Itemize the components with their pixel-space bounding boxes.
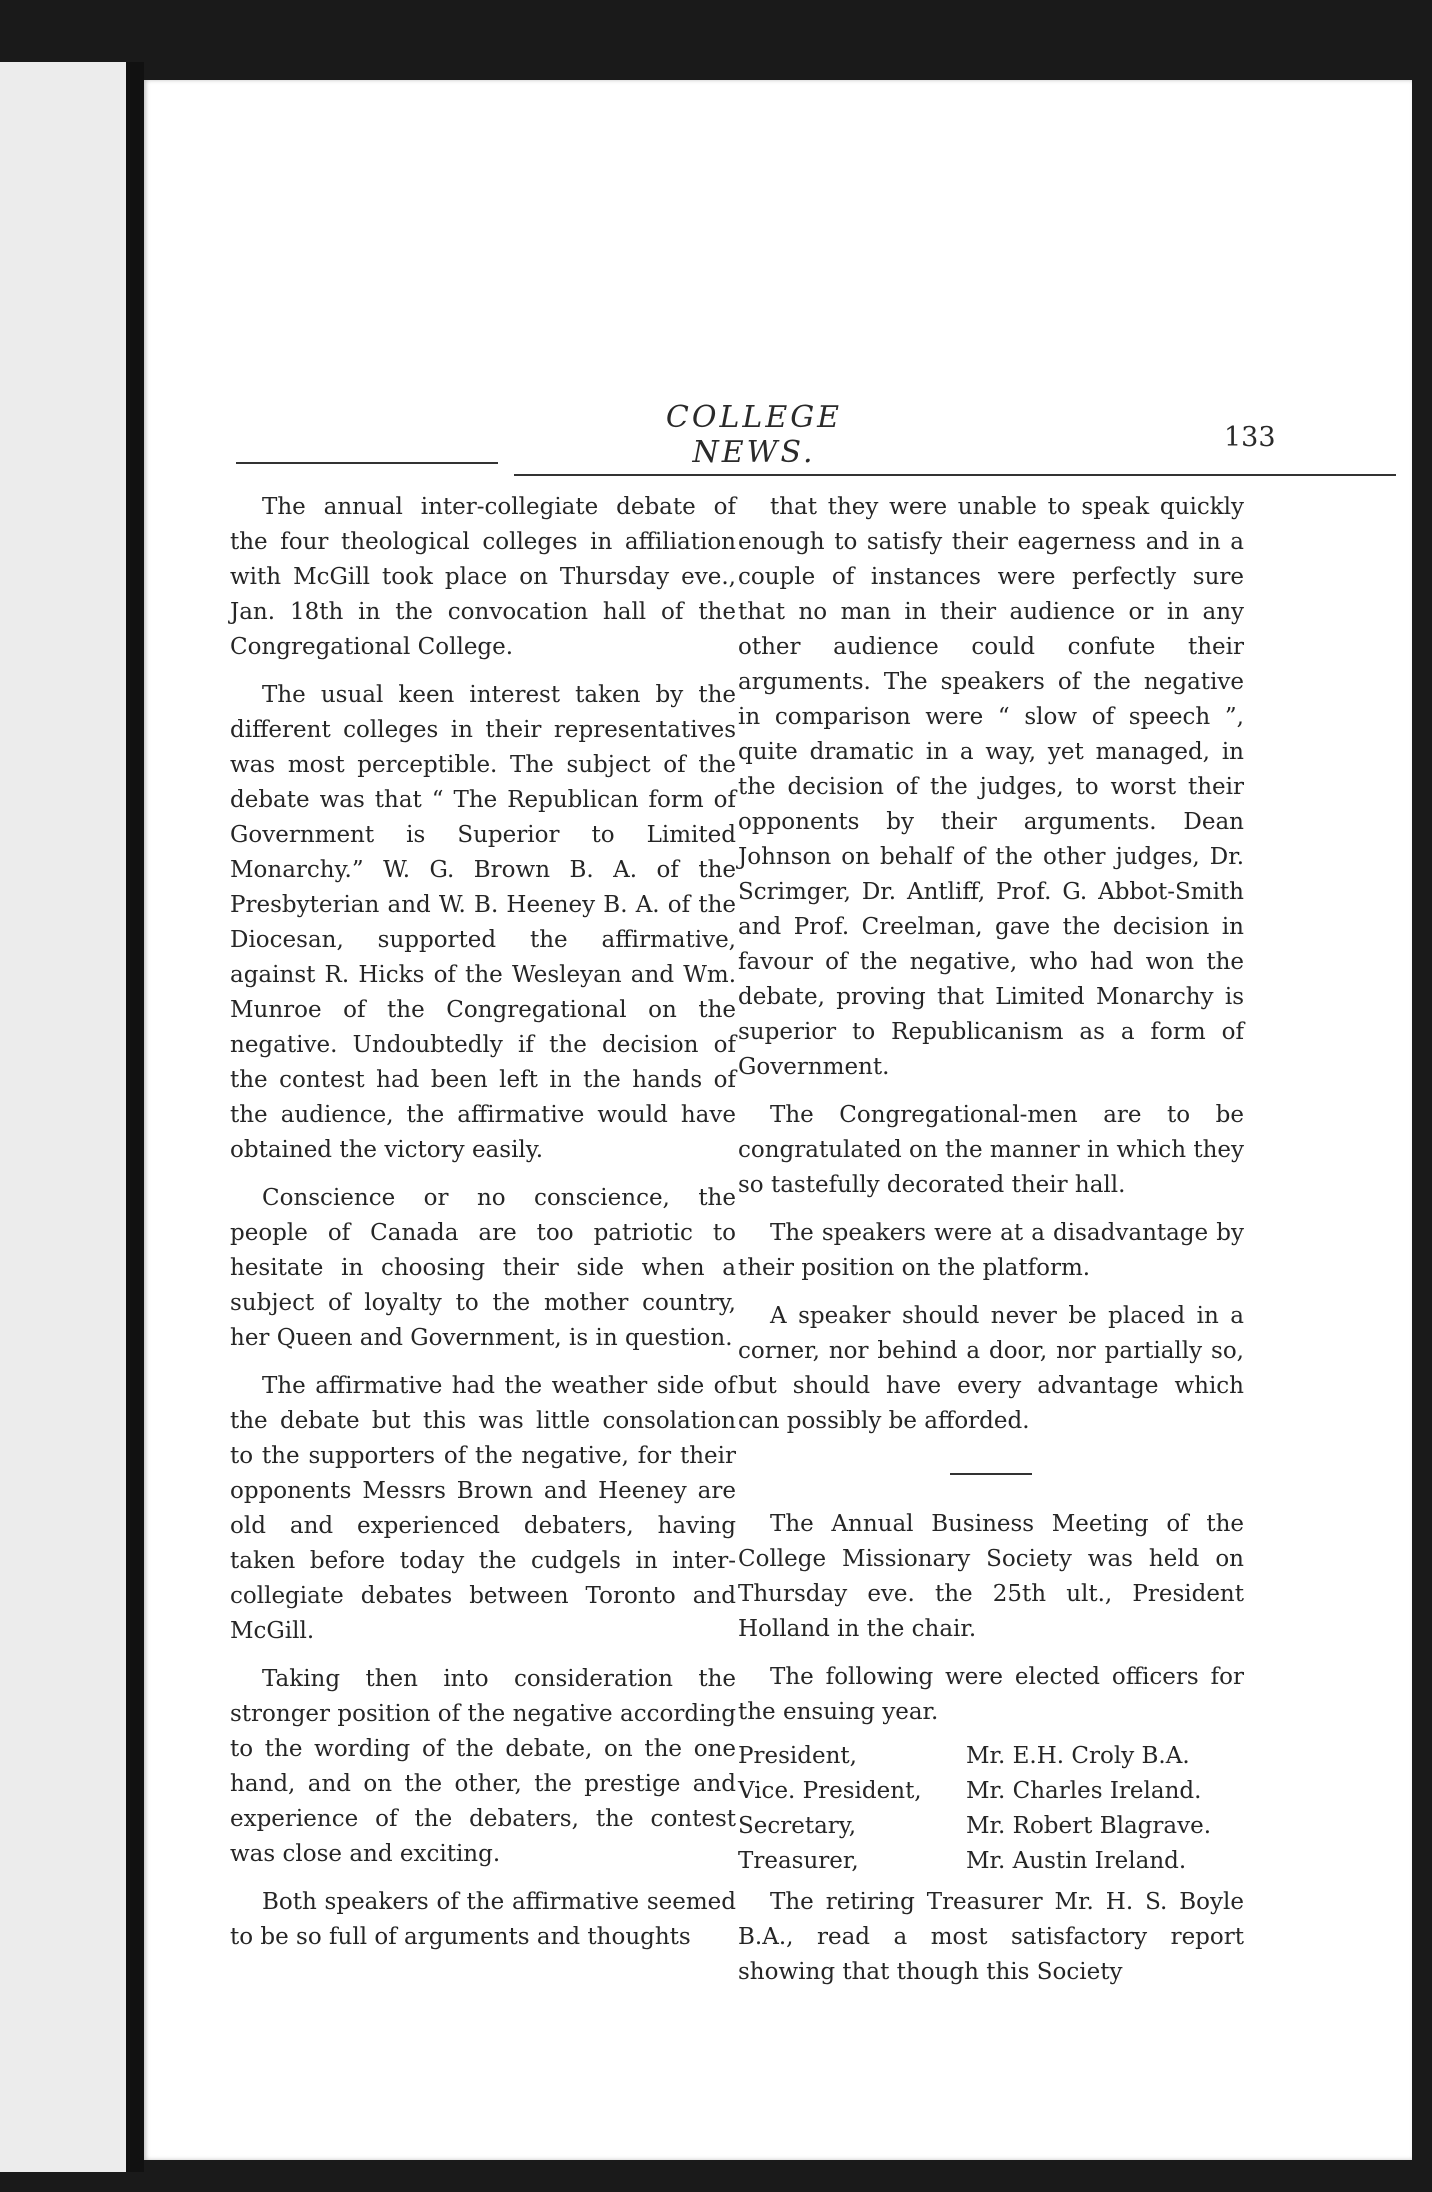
left-column [230, 490, 736, 1968]
paragraph: A speaker should never be placed in a corner, nor behind a door, nor partially so, but should have every advantage which can possibly be afforded. [738, 1303, 1244, 1434]
officer-row [738, 1739, 1244, 1774]
right-column [738, 490, 1244, 2003]
paragraph: Taking then into consideration the stronger position of the negative according to the wording of the debate, on the one hand, and on the other, the prestige and experience of the debaters, the contest was close and exciting. [230, 1666, 736, 1867]
running-head: COLLEGE NEWS. [665, 400, 843, 470]
officer-row [738, 1774, 1244, 1809]
page-header [144, 380, 1412, 470]
section-divider [950, 1473, 1032, 1475]
paragraph: The speakers were at a disadvantage by their position on the platform. [738, 1220, 1244, 1281]
paragraph: The annual inter-collegiate debate of the four theological colleges in affiliation with McGill took place on Thursday eve., Jan. 18th in the convocation hall of the Congregational College. [230, 494, 736, 660]
paragraph: Conscience or no conscience, the people of Canada are too patriotic to hesitate in choosing their side when a subject of loyalty to the mother country, her Queen and Government, is in question. [230, 1185, 736, 1351]
officer-name: Mr. Robert Blagrave. [966, 1813, 1212, 1839]
officer-role: Secretary, [738, 1813, 857, 1839]
paragraph: The retiring Treasurer Mr. H. S. Boyle B.A., read a most satisfactory report showing that though this Society [738, 1889, 1244, 1985]
officer-name: Mr. E.H. Croly B.A. [966, 1743, 1190, 1769]
paragraph: Both speakers of the affirmative seemed to be so full of arguments and thoughts [230, 1889, 736, 1950]
paragraph: The following were elected officers for the ensuing year. [738, 1664, 1244, 1725]
previous-page-edge [0, 62, 130, 2172]
paragraph: The Annual Business Meeting of the College Missionary Society was held on Thursday eve. the 25th ult., President Holland in the chair. [738, 1511, 1244, 1642]
page-number: 133 [1224, 422, 1276, 453]
paragraph: The affirmative had the weather side of the debate but this was little consolation to the supporters of the negative, for their opponents Messrs Brown and Heeney are old and experienced debaters, having taken before today the cudgels in inter-collegiate debates between Toronto and McGill. [230, 1373, 736, 1644]
officer-role: Treasurer, [738, 1848, 859, 1874]
paragraph: The usual keen interest taken by the different colleges in their representatives was most perceptible. The subject of the debate was that “ The Republican form of Government is Superior to Limited Monarchy.” W. G. Brown B. A. of the Presbyterian and W. B. Heeney B. A. of the Diocesan, supported the affirmative, against R. Hicks of the Wesleyan and Wm. Munroe of the Congregational on the negative. Undoubtedly if the decision of the contest had been left in the hands of the audience, the affirmative would have obtained the victory easily. [230, 682, 736, 1163]
book-gutter [126, 62, 144, 2172]
paragraph: that they were unable to speak quickly enough to satisfy their eagerness and in a couple of instances were perfectly sure that no man in their audience or in any other audience could confute their arguments. The speakers of the negative in comparison were “ slow of speech ”, quite dramatic in a way, yet managed, in the decision of the judges, to worst their opponents by their arguments. Dean Johnson on behalf of the other judges, Dr. Scrimger, Dr. Antliff, Prof. G. Abbot-Smith and Prof. Creelman, gave the decision in favour of the negative, who had won the debate, proving that Limited Monarchy is superior to Republicanism as a form of Government. [738, 494, 1244, 1080]
paragraph: The Congregational-men are to be congratulated on the manner in which they so tastefully decorated their hall. [738, 1102, 1244, 1198]
officer-role: President, [738, 1743, 857, 1769]
officer-row [738, 1809, 1244, 1844]
page [144, 80, 1412, 2160]
header-rule-right [514, 474, 1396, 476]
officers-list [738, 1739, 1244, 1879]
officer-name: Mr. Austin Ireland. [966, 1848, 1187, 1874]
officer-role: Vice. President, [738, 1778, 922, 1804]
officer-name: Mr. Charles Ireland. [966, 1778, 1202, 1804]
officer-row [738, 1844, 1244, 1879]
header-rule-left [236, 462, 498, 464]
